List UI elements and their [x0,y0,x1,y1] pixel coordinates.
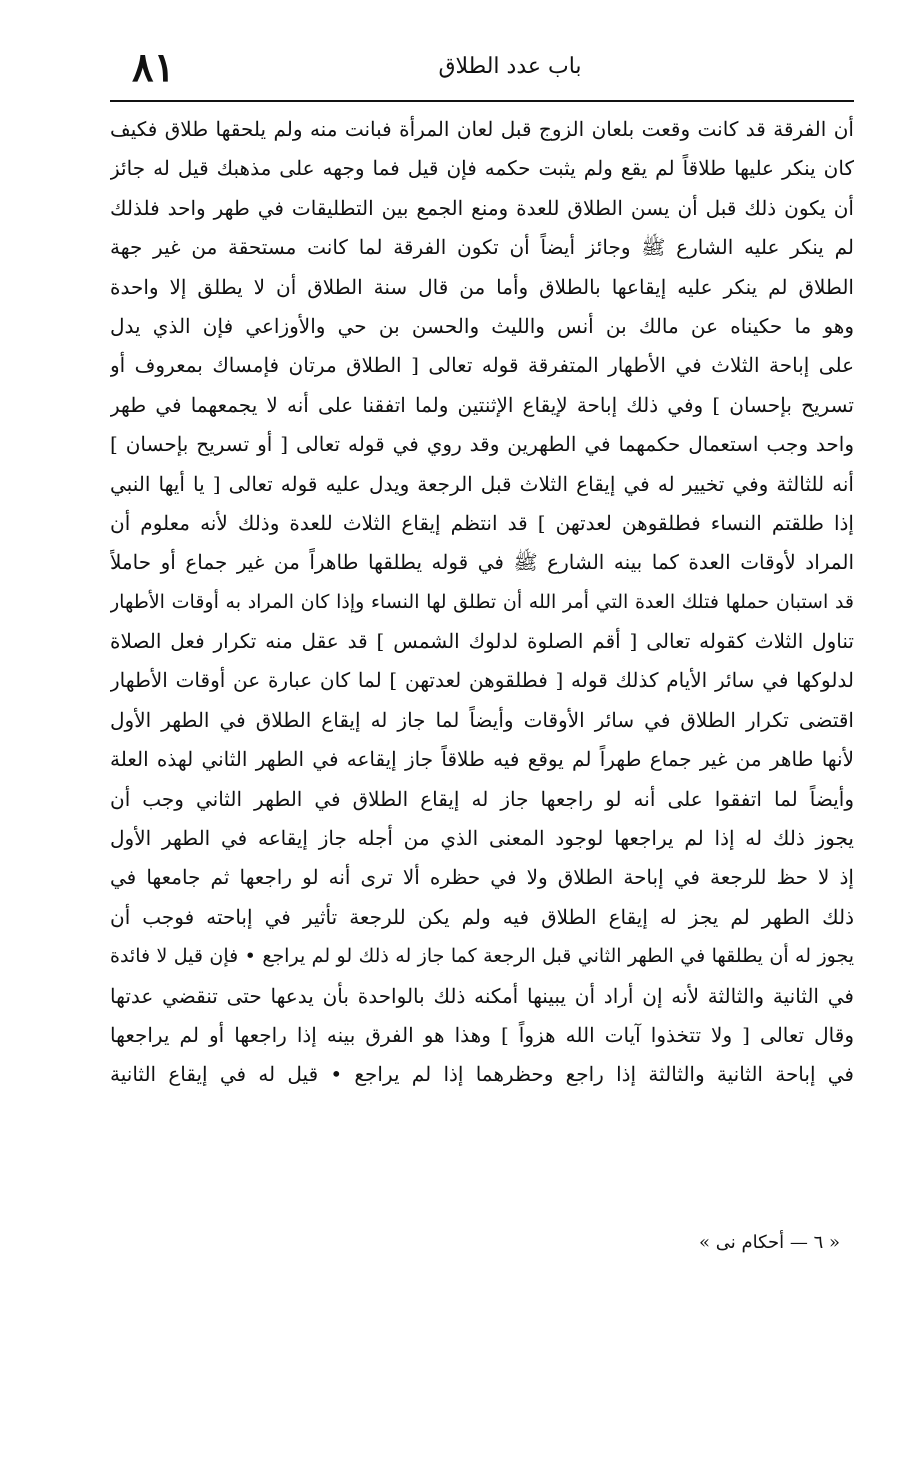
text-line: وأيضاً لما اتفقوا على أنه لو راجعها جاز له إيقاع الطلاق في الطهر الثاني وجب أن [110,786,854,811]
text-line: في إباحة الثانية والثالثة إذا راجع وحظرهما إذا لم يراجع • قيل له في إيقاع الثانية [110,1062,854,1087]
text-line: أن الفرقة قد كانت وقعت بلعان الزوج قبل لعان المرأة فبانت منه ولم يلحقها طلاق فكيف [110,117,854,141]
text-line: تناول الثلاث كقوله تعالى [ أقم الصلوة لدلوك الشمس ] قد عقل منه تكرار فعل الصلاة [110,629,854,654]
text-line: وهو ما حكيناه عن مالك بن أنس والليث والحسن بن حي والأوزاعي فإن الذي يدل [110,313,854,338]
text-line: قد استبان حملها فتلك العدة التي أمر الله أن تطلق لها النساء وإذا كان المراد به أوقات الأطهار [110,590,854,613]
chapter-title: باب عدد الطلاق [438,54,582,79]
text-line: لم ينكر عليه الشارع ﷺ وجائز أيضاً أن تكون الفرقة لما كانت مستحقة من غير جهة [110,235,854,260]
text-line: إذ لا حظ للرجعة في إباحة الطلاق ولا في حظره ألا ترى أنه لو راجعها ثم جامعها في [110,865,854,890]
text-line: المراد لأوقات العدة كما بينه الشارع ﷺ في قوله يطلقها طاهراً من غير جماع أو حاملاً [110,550,854,575]
text-line: وقال تعالى [ ولا تتخذوا آيات الله هزواً ] وهذا هو الفرق بينه إذا راجعها أو لم يراجعها [110,1022,854,1047]
page-number: ٨١ [132,44,175,91]
text-line: يجوز ذلك له إذا لم يراجعها لوجود المعنى الذي من أجله جاز إيقاعه في الطهر الأول [110,826,854,851]
text-line: كان ينكر عليها طلاقاً لم يقع ولم يثبت حكمه فإن قيل فما وجهه على مذهبك قيل له جائز [110,156,854,181]
text-line: أنه للثالثة وفي تخيير له في إيقاع الثلاث قبل الرجعة ويدل عليه قوله تعالى [ يا أيها النبي [110,471,854,496]
text-line: في الثانية والثالثة لأنه إن أراد أن يبينها أمكنه ذلك بالواحدة بأن يدعها حتى تنقضي عدتها [110,983,854,1008]
text-line: أن يكون ذلك قبل أن يسن الطلاق للعدة ومنع الجمع بين التطليقات في طهر واحد فلذلك [110,195,854,220]
text-line: لدلوكها في سائر الأيام كذلك قوله [ فطلقوهن لعدتهن ] لما كان عبارة عن أوقات الأطهار [110,668,854,693]
text-line: إذا طلقتم النساء فطلقوهن لعدتهن ] قد انتظم إيقاع الثلاث للعدة وذلك لأنه معلوم أن [110,510,854,535]
text-line: الطلاق لم ينكر عليه إيقاعها بالطلاق وأما من قال سنة الطلاق أن لا يطلق إلا واحدة [110,274,854,299]
signature-mark: « ٦ — أحكام نى » [698,1232,840,1253]
text-line: ذلك الطهر لم يجز له إيقاع الطلاق فيه ولم يكن للرجعة تأثير في إباحته فوجب أن [110,904,854,929]
text-line: على إباحة الثلاث في الأطهار المتفرقة قوله تعالى [ الطلاق مرتان فإمساك بمعروف أو [110,353,854,378]
text-line: تسريح بإحسان ] وفي ذلك إباحة لإيقاع الإثنتين ولما اتفقنا على أنه لا يجمعهما في طهر [110,392,854,417]
text-line: يجوز له أن يطلقها في الطهر الثاني قبل الرجعة كما جاز له ذلك لو لم يراجع • فإن قيل لا فائدة [110,945,854,968]
text-line: واحد وجب استعمال حكمهما في الطهرين وقد روي في قوله تعالى [ أو تسريح بإحسان ] [110,432,854,457]
text-line: اقتضى تكرار الطلاق في سائر الأوقات وأيضاً لما جاز له إيقاع الطلاق في الطهر الأول [110,707,854,732]
text-line: لأنها طاهر من غير جماع طهراً لم يوقع فيه طلاقاً جاز إيقاعه في الطهر الثاني لهذه العلة [110,747,854,772]
page-header [110,40,854,96]
body-text [110,110,854,1095]
header-divider [110,100,854,102]
